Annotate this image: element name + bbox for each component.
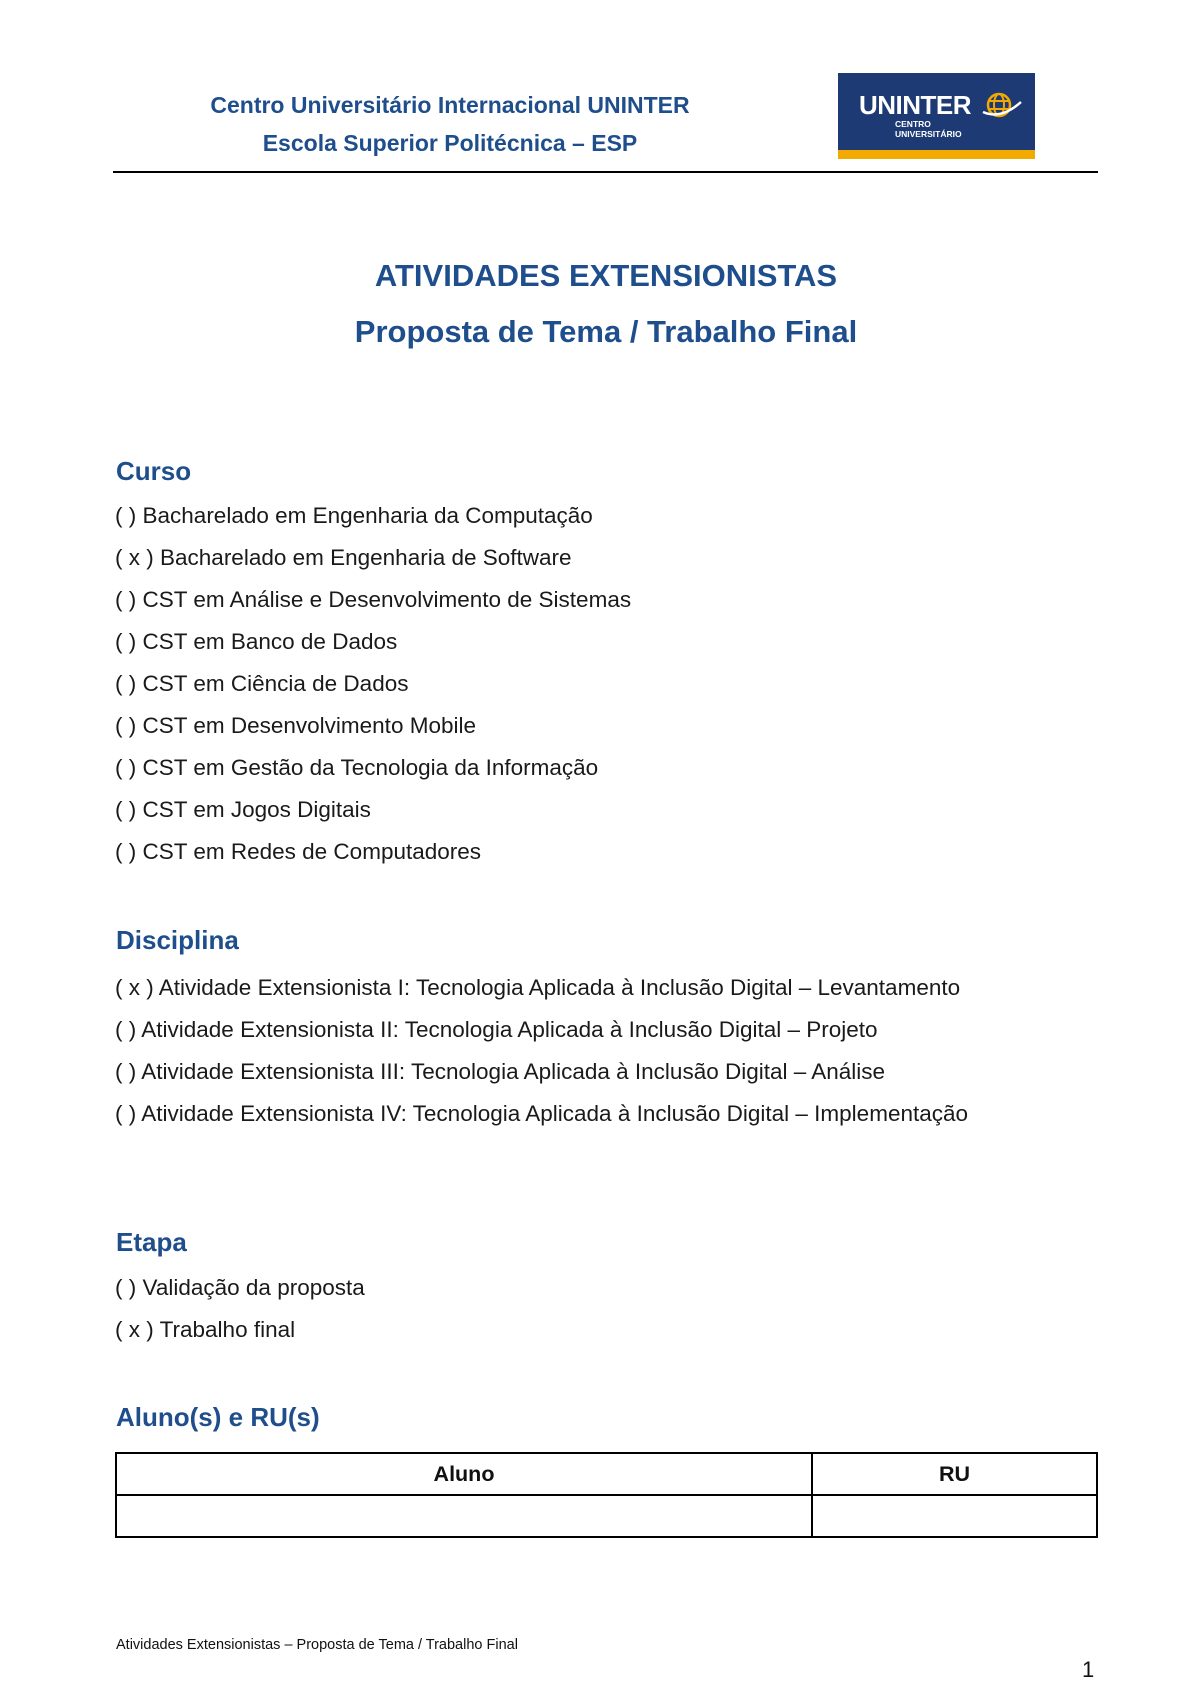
option-label: Atividade Extensionista I: Tecnologia Aplicada à Inclusão Digital – Levantamento: [158, 975, 961, 1000]
option-checkbox[interactable]: ( x ): [115, 975, 154, 1000]
student-ru-cell[interactable]: [812, 1495, 1097, 1537]
column-header-aluno: Aluno: [116, 1453, 812, 1495]
logo-sub-line1: CENTRO: [895, 119, 931, 129]
option-checkbox[interactable]: ( ): [115, 1101, 137, 1126]
student-name-cell[interactable]: [116, 1495, 812, 1537]
globe-icon: [981, 88, 1023, 122]
option-label: Atividade Extensionista IV: Tecnologia Aplicada à Inclusão Digital – Implementação: [141, 1101, 969, 1126]
students-heading: Aluno(s) e RU(s): [116, 1402, 320, 1432]
option-label: CST em Análise e Desenvolvimento de Sistemas: [142, 587, 632, 612]
option-checkbox[interactable]: ( ): [115, 587, 137, 612]
option-label: Validação da proposta: [142, 1275, 365, 1300]
option-label: Atividade Extensionista III: Tecnologia Aplicada à Inclusão Digital – Análise: [141, 1059, 886, 1084]
option-label: Trabalho final: [159, 1317, 296, 1342]
course-option[interactable]: [115, 790, 631, 832]
document-subtitle: Proposta de Tema / Trabalho Final: [354, 314, 858, 349]
option-checkbox[interactable]: ( ): [115, 671, 137, 696]
discipline-heading: Disciplina: [116, 925, 239, 955]
page-number: 1: [1082, 1657, 1095, 1682]
course-option[interactable]: [115, 496, 631, 538]
option-label: CST em Redes de Computadores: [142, 839, 482, 864]
option-label: Atividade Extensionista II: Tecnologia Aplicada à Inclusão Digital – Projeto: [141, 1017, 878, 1042]
option-label: Bacharelado em Engenharia da Computação: [142, 503, 593, 528]
option-label: CST em Ciência de Dados: [142, 671, 409, 696]
students-table: [115, 1452, 1098, 1538]
stage-option[interactable]: [115, 1268, 365, 1310]
option-checkbox[interactable]: ( ): [115, 1017, 137, 1042]
stage-options: [115, 1268, 365, 1352]
course-option[interactable]: [115, 622, 631, 664]
option-checkbox[interactable]: ( ): [115, 713, 137, 738]
logo-sub-line2: UNIVERSITÁRIO: [895, 129, 962, 139]
discipline-option[interactable]: [115, 1094, 968, 1136]
logo-accent-bar: [838, 150, 1035, 159]
discipline-options: [115, 968, 968, 1136]
option-checkbox[interactable]: ( x ): [115, 545, 154, 570]
school-name: Escola Superior Politécnica – ESP: [262, 130, 638, 156]
discipline-option[interactable]: [115, 1052, 968, 1094]
header-divider: [113, 171, 1098, 173]
logo-name: UNINTER: [859, 90, 972, 120]
option-label: Bacharelado em Engenharia de Software: [160, 545, 572, 570]
option-label: CST em Desenvolvimento Mobile: [142, 713, 476, 738]
option-checkbox[interactable]: ( ): [115, 755, 137, 780]
option-label: CST em Gestão da Tecnologia da Informação: [142, 755, 599, 780]
course-option[interactable]: [115, 580, 631, 622]
uninter-logo: [838, 73, 1035, 159]
header-institution-block: [150, 86, 750, 162]
option-checkbox[interactable]: ( ): [115, 1275, 137, 1300]
option-checkbox[interactable]: ( ): [115, 1059, 137, 1084]
discipline-option[interactable]: [115, 968, 968, 1010]
stage-option[interactable]: [115, 1310, 365, 1352]
option-checkbox[interactable]: ( ): [115, 797, 137, 822]
course-option[interactable]: [115, 664, 631, 706]
logo-subtitle: [895, 119, 985, 139]
course-option[interactable]: [115, 832, 631, 874]
option-checkbox[interactable]: ( ): [115, 503, 137, 528]
column-header-ru: RU: [812, 1453, 1097, 1495]
stage-heading: Etapa: [116, 1227, 187, 1257]
discipline-option[interactable]: [115, 1010, 968, 1052]
course-option[interactable]: [115, 706, 631, 748]
course-options: [115, 496, 631, 874]
course-option[interactable]: [115, 538, 631, 580]
option-checkbox[interactable]: ( ): [115, 839, 137, 864]
option-checkbox[interactable]: ( x ): [115, 1317, 154, 1342]
table-row: [116, 1495, 1097, 1537]
option-checkbox[interactable]: ( ): [115, 629, 137, 654]
option-label: CST em Jogos Digitais: [142, 797, 371, 822]
footer-text: Atividades Extensionistas – Proposta de Tema / Trabalho Final: [116, 1637, 518, 1653]
course-option[interactable]: [115, 748, 631, 790]
course-heading: Curso: [116, 456, 192, 486]
option-label: CST em Banco de Dados: [142, 629, 398, 654]
document-title: ATIVIDADES EXTENSIONISTAS: [374, 258, 838, 293]
institution-name: Centro Universitário Internacional UNINTER: [210, 92, 690, 118]
table-header-row: [116, 1453, 1097, 1495]
